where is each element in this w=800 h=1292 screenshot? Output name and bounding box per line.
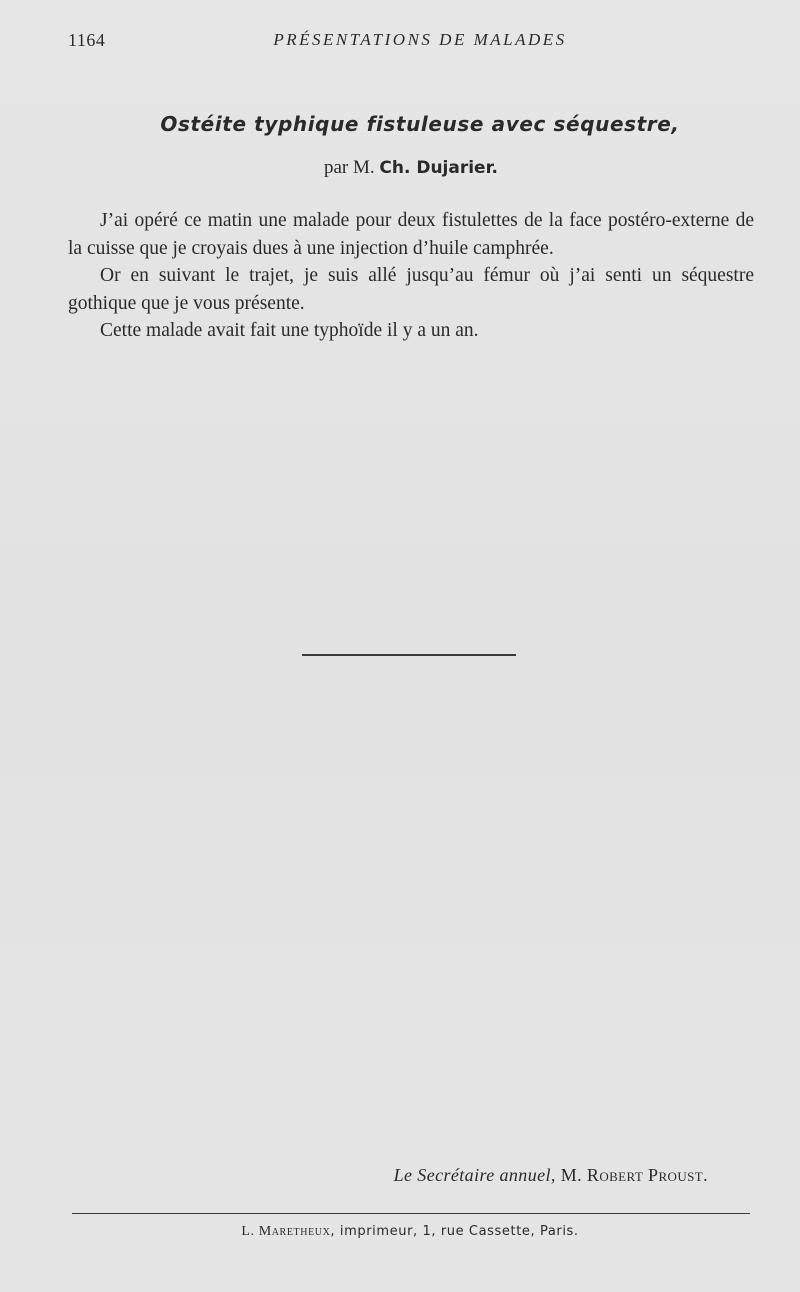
running-head: PRÉSENTATIONS DE MALADES bbox=[273, 30, 567, 49]
signature-role: Le Secrétaire annuel, bbox=[393, 1165, 556, 1185]
section-divider bbox=[302, 654, 516, 656]
paragraph: Or en suivant le trajet, je suis allé jusqu’au fémur où j’ai senti un séquestre gothique que je vous présente. bbox=[68, 265, 754, 314]
author-name: Ch. Dujarier. bbox=[379, 158, 499, 178]
footer-divider bbox=[72, 1213, 750, 1214]
signature-name-prefix: M. bbox=[555, 1165, 587, 1185]
printer-imprint bbox=[0, 1224, 800, 1240]
article-body bbox=[68, 207, 754, 345]
printer-prefix: L. bbox=[241, 1224, 259, 1239]
byline-prefix: par M. bbox=[323, 157, 380, 178]
article-title: Ostéite typhique fistuleuse avec séquestre, bbox=[160, 112, 680, 136]
page-number: 1164 bbox=[68, 30, 106, 50]
signature-name: Robert Proust. bbox=[586, 1165, 708, 1185]
signature bbox=[394, 1165, 708, 1186]
paragraph: J’ai opéré ce matin une malade pour deux fistulettes de la face postéro-externe de la cuisse que je croyais dues à une injection d’huile camphrée. bbox=[68, 210, 754, 259]
printer-name: Maretheux bbox=[258, 1224, 331, 1239]
paragraph: Cette malade avait fait une typhoïde il y a un an. bbox=[100, 320, 479, 341]
printer-address: , imprimeur, 1, rue Cassette, Paris. bbox=[330, 1224, 579, 1239]
byline bbox=[0, 157, 800, 179]
